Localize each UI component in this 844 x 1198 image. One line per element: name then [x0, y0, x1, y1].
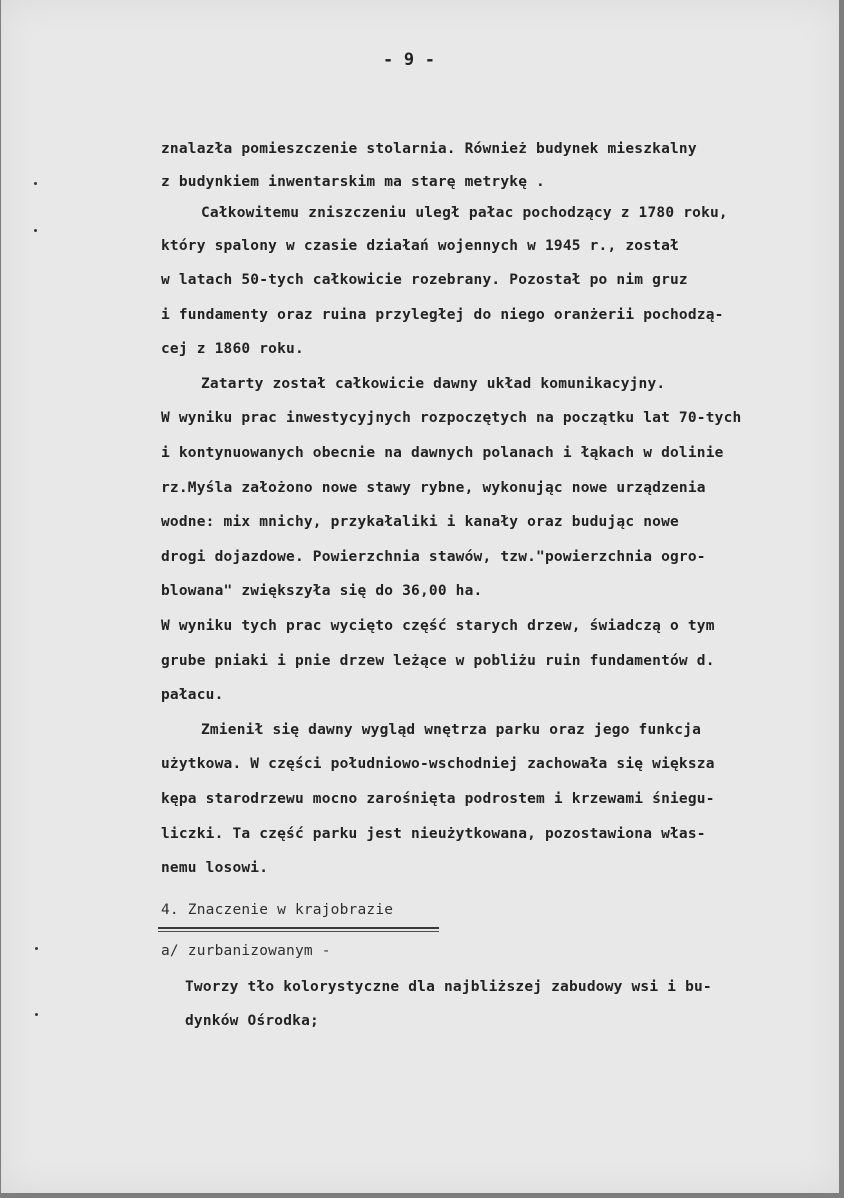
text-line: Całkowitemu zniszczeniu uległ pałac pochodzący z 1780 roku,: [201, 205, 728, 221]
text-line: z budynkiem inwentarskim ma starę metrykę .: [161, 174, 545, 190]
heading-underline-thin: [158, 931, 439, 932]
text-line: blowana" zwiększyła się do 36,00 ha.: [161, 583, 483, 599]
text-line: i fundamenty oraz ruina przyległej do niego oranżerii pochodzą-: [161, 307, 724, 323]
text-line: i kontynuowanych obecnie na dawnych polanach i łąkach w dolinie: [161, 445, 724, 461]
punch-mark: [34, 229, 37, 232]
section-heading: 4. Znaczenie w krajobrazie: [161, 902, 394, 918]
page-number: - 9 -: [383, 50, 436, 70]
text-line: dynków Ośrodka;: [185, 1013, 319, 1029]
text-line: drogi dojazdowe. Powierzchnia stawów, tzw."powierzchnia ogro-: [161, 549, 706, 565]
text-line: Zmienił się dawny wygląd wnętrza parku oraz jego funkcja: [201, 722, 702, 738]
document-page: [1, 0, 839, 1193]
text-line: wodne: mix mnichy, przykałaliki i kanały oraz budując nowe: [161, 514, 679, 530]
text-line: w latach 50-tych całkowicie rozebrany. Pozostał po nim gruz: [161, 272, 688, 288]
text-line: nemu losowi.: [161, 860, 269, 876]
text-line: W wyniku prac inwestycyjnych rozpoczętych na początku lat 70-tych: [161, 410, 742, 426]
punch-mark: [35, 947, 38, 950]
text-line: znalazła pomieszczenie stolarnia. Również budynek mieszkalny: [161, 141, 697, 157]
text-line: który spalony w czasie działań wojennych w 1945 r., został: [161, 238, 679, 254]
text-line: grube pniaki i pnie drzew leżące w pobliżu ruin fundamentów d.: [161, 653, 715, 669]
heading-underline: [158, 927, 439, 929]
text-line: rz.Myśla założono nowe stawy rybne, wykonując nowe urządzenia: [161, 480, 706, 496]
punch-mark: [35, 1013, 38, 1016]
subsection-label: a/ zurbanizowanym -: [161, 943, 331, 959]
text-line: Tworzy tło kolorystyczne dla najbliższej zabudowy wsi i bu-: [185, 979, 712, 995]
text-line: pałacu.: [161, 687, 224, 703]
text-line: Zatarty został całkowicie dawny układ komunikacyjny.: [201, 376, 666, 392]
text-line: cej z 1860 roku.: [161, 341, 304, 357]
text-line: użytkowa. W części południowo-wschodniej zachowała się większa: [161, 756, 715, 772]
text-line: liczki. Ta część parku jest nieużytkowana, pozostawiona włas-: [161, 826, 706, 842]
text-line: kępa starodrzewu mocno zarośnięta podrostem i krzewami śniegu-: [161, 791, 715, 807]
text-line: W wyniku tych prac wycięto część starych drzew, świadczą o tym: [161, 618, 715, 634]
punch-mark: [34, 182, 37, 185]
